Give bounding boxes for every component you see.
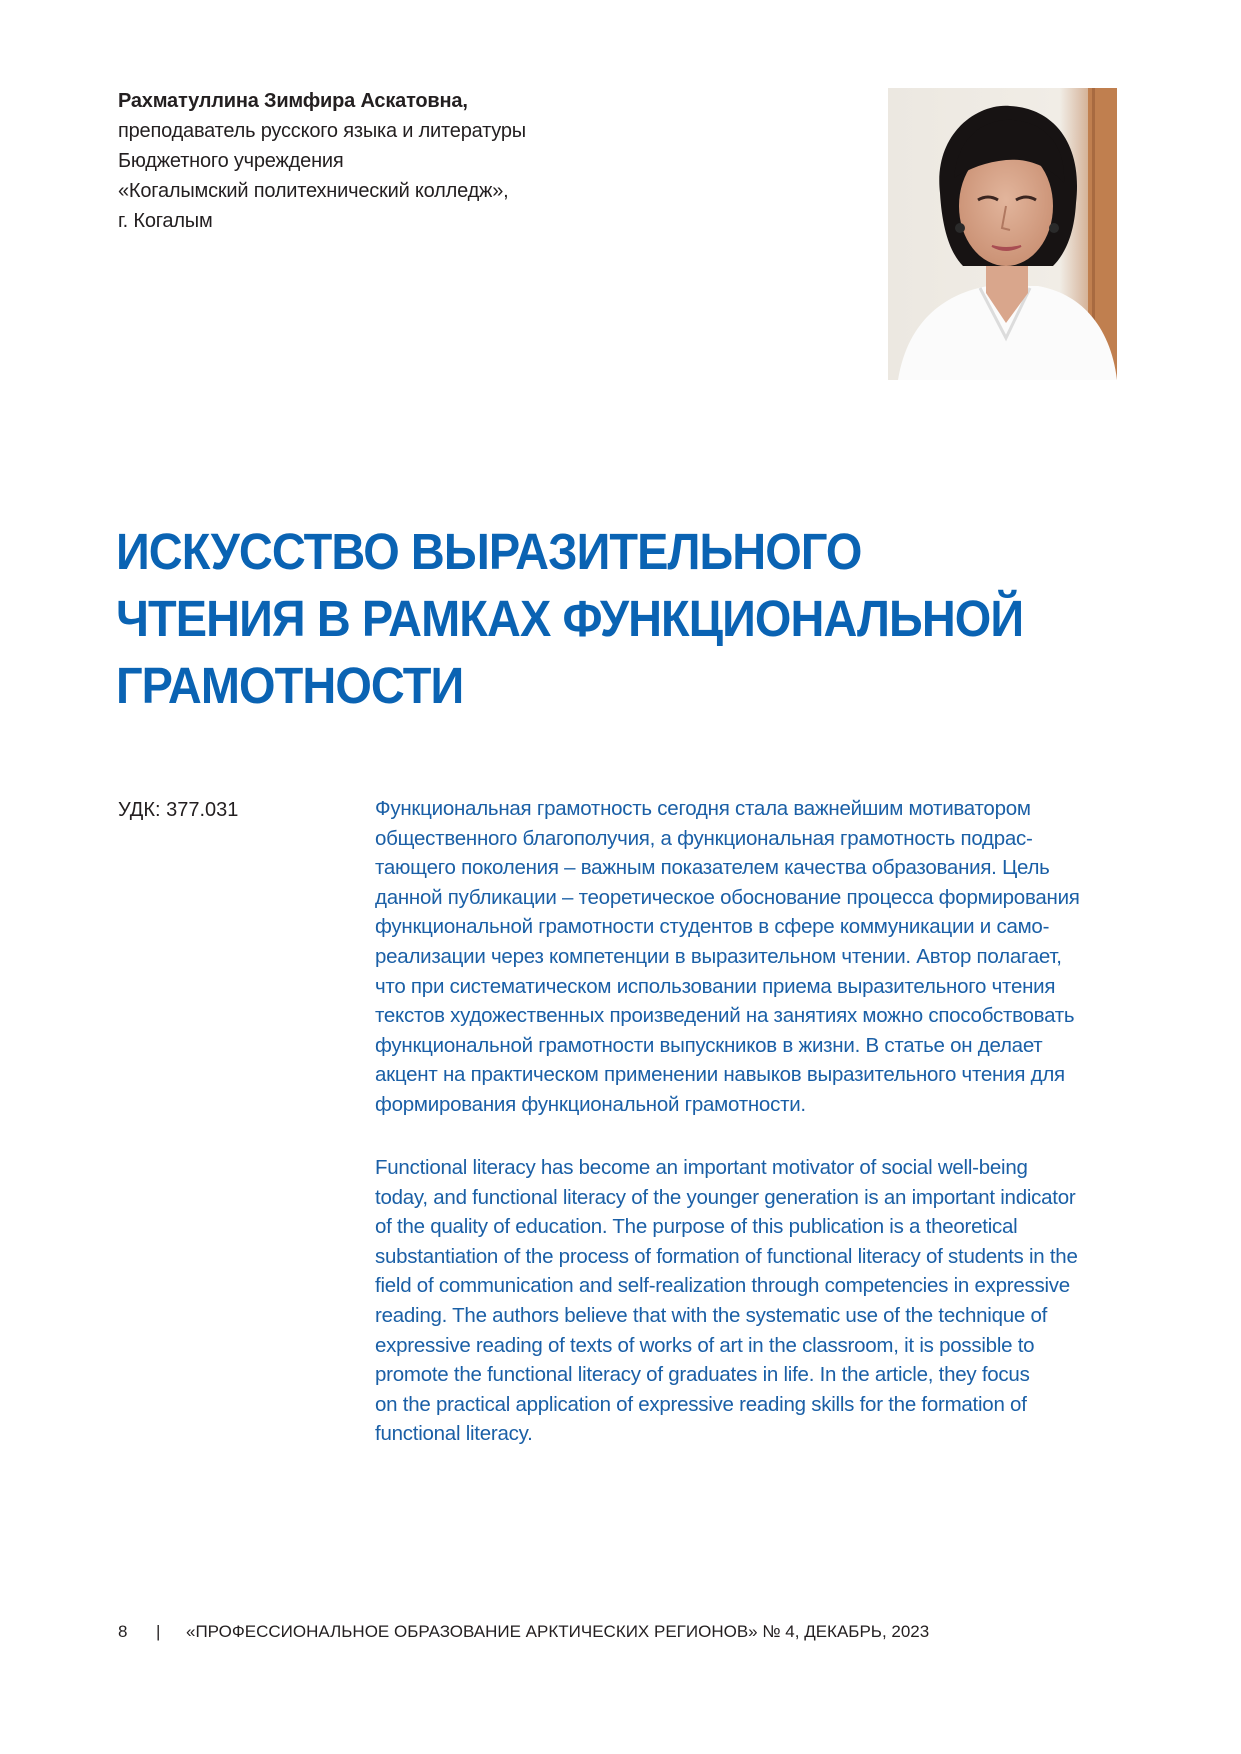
journal-name: «ПРОФЕССИОНАЛЬНОЕ ОБРАЗОВАНИЕ АРКТИЧЕСКИХ РЕГИОНОВ» № 4, ДЕКАБРЬ, 2023 [186, 1622, 930, 1641]
author-photo [888, 88, 1117, 380]
title-line-3: ГРАМОТНОСТИ [116, 657, 464, 714]
footer-separator: | [156, 1622, 161, 1641]
abstract-ru-line: что при систематическом использовании приема выразительного чтения [375, 974, 1056, 998]
title-line-1: ИСКУССТВО ВЫРАЗИТЕЛЬНОГО [116, 523, 862, 580]
title-line-2: ЧТЕНИЯ В РАМКАХ ФУНКЦИОНАЛЬНОЙ [116, 590, 1024, 647]
abstract-ru-line: данной публикации – теоретическое обоснование процесса формирования [375, 885, 1080, 909]
page-footer [118, 1620, 929, 1644]
abstract-en-line: promote the functional literacy of graduates in life. In the article, they focus [375, 1363, 1030, 1387]
abstract-en-line: functional literacy. [375, 1422, 533, 1446]
page-number: 8 [118, 1622, 128, 1641]
abstract-en-line: reading. The authors believe that with the systematic use of the technique of [375, 1303, 1048, 1327]
abstract-en-line: expressive reading of texts of works of art in the classroom, it is possible to [375, 1333, 1035, 1357]
author-institution-type: Бюджетного учреждения [118, 150, 344, 172]
abstract-russian [375, 794, 1135, 1120]
author-institution-name: «Когалымский политехнический колледж», [118, 180, 509, 202]
article-title [116, 518, 1036, 719]
abstract-ru-line: реализации через компетенции в выразительном чтении. Автор полагает, [375, 944, 1062, 968]
abstract-ru-line: тающего поколения – важным показателем качества образования. Цель [375, 856, 1050, 880]
abstract-en-line: today, and functional literacy of the younger generation is an important indicator [375, 1185, 1076, 1209]
abstract-ru-line: функциональной грамотности студентов в сфере коммуникации и само- [375, 915, 1050, 939]
abstract-en-line: field of communication and self-realization through competencies in expressive [375, 1274, 1070, 1298]
abstract-ru-line: общественного благополучия, а функциональная грамотность подрас- [375, 826, 1033, 850]
abstract-ru-line: акцент на практическом применении навыков выразительного чтения для [375, 1063, 1065, 1087]
author-city: г. Когалым [118, 210, 213, 232]
abstract-en-line: Functional literacy has become an important motivator of social well-being [375, 1156, 1028, 1179]
abstract-en-line: substantiation of the process of formation of functional literacy of students in the [375, 1244, 1078, 1268]
abstract-ru-line: формирования функциональной грамотности. [375, 1092, 806, 1116]
abstract-ru-line: функциональной грамотности выпускников в жизни. В статье он делает [375, 1033, 1043, 1057]
author-name: Рахматуллина Зимфира Аскатовна, [118, 90, 468, 112]
abstract-ru-line: Функциональная грамотность сегодня стала важнейшим мотиватором [375, 797, 1031, 820]
abstract-ru-line: текстов художественных произведений на занятиях можно способствовать [375, 1004, 1075, 1028]
abstract-en-line: on the practical application of expressive reading skills for the formation of [375, 1392, 1027, 1416]
author-position: преподаватель русского языка и литературы [118, 120, 526, 142]
abstract-en-line: of the quality of education. The purpose of this publication is a theoretical [375, 1215, 1018, 1239]
udk-code: УДК: 377.031 [118, 799, 239, 821]
abstract-english [375, 1153, 1135, 1449]
author-info [118, 86, 878, 236]
